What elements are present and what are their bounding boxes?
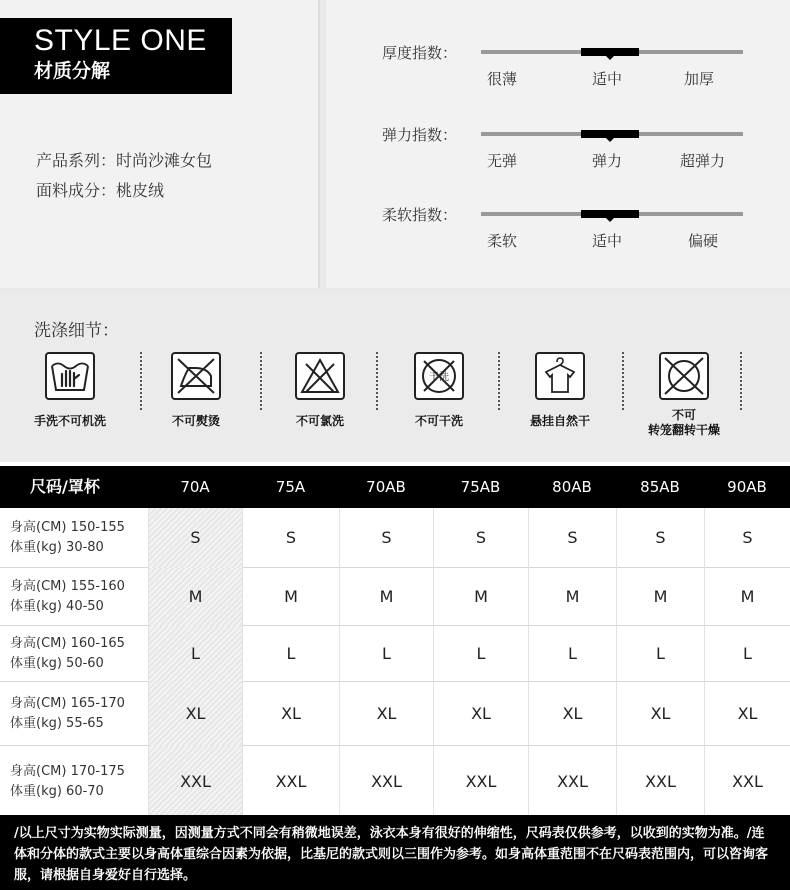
row-height-range: 身高(CM) 170-175	[10, 764, 125, 779]
size-cell: L	[148, 626, 242, 682]
index-panel	[326, 0, 790, 288]
size-cell: XXL	[528, 746, 616, 818]
index-option: 无弹	[487, 152, 518, 170]
header-cell: 90AB	[727, 478, 767, 496]
no-bleach-icon	[295, 352, 345, 400]
size-cell: XL	[433, 682, 528, 746]
size-cell: M	[704, 568, 790, 626]
size-cell: XXL	[148, 746, 242, 818]
size-cell: S	[339, 508, 433, 568]
size-note: /以上尺寸为实物实际测量，因测量方式不同会有稍微地误差，泳衣本身有很好的伸缩性，尺码表仅供参考，以收到的实物为准。/连体和分体的款式主要以身高体重综合因素为依据，比基尼的款式则以三围作为参考。如身高体重范围不在尺码表范围内，可以咨询客服，请根据自身爱好自行选择。	[0, 815, 790, 890]
product-series: 产品系列：时尚沙滩女包	[36, 151, 213, 170]
care-item-hand-wash	[10, 348, 130, 448]
size-cell: XL	[148, 682, 242, 746]
size-cell: L	[242, 626, 339, 682]
table-row	[0, 508, 790, 568]
index-option-selected: 弹力	[592, 152, 623, 170]
row-label	[10, 577, 125, 617]
care-label: 不可氯洗	[295, 414, 344, 428]
size-cell: L	[704, 626, 790, 682]
row-height-range: 身高(CM) 155-160	[10, 579, 125, 594]
no-dry-clean-icon	[414, 352, 464, 400]
index-option: 很薄	[487, 70, 518, 88]
index-marker	[581, 48, 639, 56]
brand-title: STYLE ONE	[34, 24, 207, 57]
brand-box	[0, 18, 232, 94]
size-cell: M	[616, 568, 704, 626]
size-cell: M	[528, 568, 616, 626]
table-header	[0, 466, 790, 508]
row-height-range: 身高(CM) 160-165	[10, 636, 125, 651]
table-body	[0, 508, 790, 818]
size-cell: L	[528, 626, 616, 682]
size-cell: XXL	[242, 746, 339, 818]
index-label: 厚度指数：	[382, 44, 458, 62]
product-fabric: 面料成分：桃皮绒	[36, 181, 165, 200]
care-item-no-tumble-dry	[624, 348, 744, 448]
table-row	[0, 746, 790, 818]
size-cell: S	[148, 508, 242, 568]
no-iron-icon	[171, 352, 221, 400]
header-cell: 70AB	[366, 478, 406, 496]
index-label: 柔软指数：	[382, 206, 458, 224]
size-cell: S	[704, 508, 790, 568]
index-option: 柔软	[487, 232, 518, 250]
care-label: 不可干洗	[414, 414, 463, 428]
index-option-selected: 适中	[592, 232, 623, 250]
row-weight-range: 体重(kg) 60-70	[10, 784, 104, 799]
index-option: 超弹力	[680, 152, 726, 170]
header-cell: 75A	[275, 478, 306, 496]
size-table	[0, 466, 790, 818]
wash-section	[0, 292, 790, 462]
size-cell: M	[242, 568, 339, 626]
product-panel	[0, 0, 320, 288]
size-cell: XL	[528, 682, 616, 746]
size-cell: M	[339, 568, 433, 626]
index-scale	[481, 132, 743, 136]
size-cell: S	[242, 508, 339, 568]
header-cell: 75AB	[460, 478, 501, 496]
care-label: 手洗不可机洗	[33, 414, 106, 428]
softness-index	[326, 200, 790, 260]
care-label: 悬挂自然干	[529, 414, 590, 428]
product-info	[36, 146, 212, 206]
header-cell: 70A	[180, 478, 210, 496]
size-cell: S	[616, 508, 704, 568]
index-marker	[581, 130, 639, 138]
row-weight-range: 体重(kg) 40-50	[10, 599, 104, 614]
care-item-hang-dry	[500, 348, 620, 448]
hand-wash-icon	[45, 352, 95, 400]
material-section	[0, 0, 790, 292]
header-size-cup: 尺码/罩杯	[30, 477, 100, 496]
index-label: 弹力指数：	[382, 126, 458, 144]
index-scale	[481, 50, 743, 54]
no-tumble-dry-icon	[659, 352, 709, 400]
care-label: 不可熨烫	[171, 414, 220, 428]
row-label	[10, 762, 125, 802]
index-option: 加厚	[684, 70, 715, 88]
row-weight-range: 体重(kg) 30-80	[10, 540, 104, 555]
dry-clean-icon-text: 干洗	[429, 372, 449, 383]
size-cell: XL	[616, 682, 704, 746]
size-cell: M	[433, 568, 528, 626]
size-cell: XXL	[339, 746, 433, 818]
size-cell: XL	[339, 682, 433, 746]
thickness-index	[326, 38, 790, 98]
table-row	[0, 682, 790, 746]
size-cell: XXL	[704, 746, 790, 818]
index-option-selected: 适中	[592, 70, 623, 88]
index-option: 偏硬	[688, 232, 719, 250]
size-cell: XL	[242, 682, 339, 746]
hang-dry-icon	[535, 352, 585, 400]
wash-title: 洗涤细节：	[34, 321, 119, 341]
row-label	[10, 634, 125, 674]
size-cell: S	[433, 508, 528, 568]
care-item-no-dry-clean	[379, 348, 499, 448]
header-cell: 85AB	[640, 478, 680, 496]
care-item-no-bleach	[260, 348, 380, 448]
size-cell: XL	[704, 682, 790, 746]
size-cell: L	[433, 626, 528, 682]
care-item-no-iron	[136, 348, 256, 448]
size-cell: L	[616, 626, 704, 682]
care-label-line: 转笼翻转干燥	[647, 423, 720, 437]
index-scale	[481, 212, 743, 216]
care-label	[624, 408, 744, 438]
row-weight-range: 体重(kg) 55-65	[10, 716, 104, 731]
elasticity-index	[326, 120, 790, 180]
size-cell: S	[528, 508, 616, 568]
brand-subtitle: 材质分解	[34, 60, 111, 82]
size-cell: L	[339, 626, 433, 682]
header-cell: 80AB	[552, 478, 592, 496]
divider	[376, 352, 378, 410]
row-label	[10, 694, 125, 734]
table-row	[0, 568, 790, 626]
care-label-line: 不可	[671, 408, 696, 422]
divider	[740, 352, 742, 410]
size-cell: XXL	[433, 746, 528, 818]
table-row	[0, 626, 790, 682]
row-height-range: 身高(CM) 150-155	[10, 520, 125, 535]
size-cell: M	[148, 568, 242, 626]
row-label	[10, 518, 125, 558]
row-weight-range: 体重(kg) 50-60	[10, 656, 104, 671]
row-height-range: 身高(CM) 165-170	[10, 696, 125, 711]
size-cell: XXL	[616, 746, 704, 818]
index-marker	[581, 210, 639, 218]
